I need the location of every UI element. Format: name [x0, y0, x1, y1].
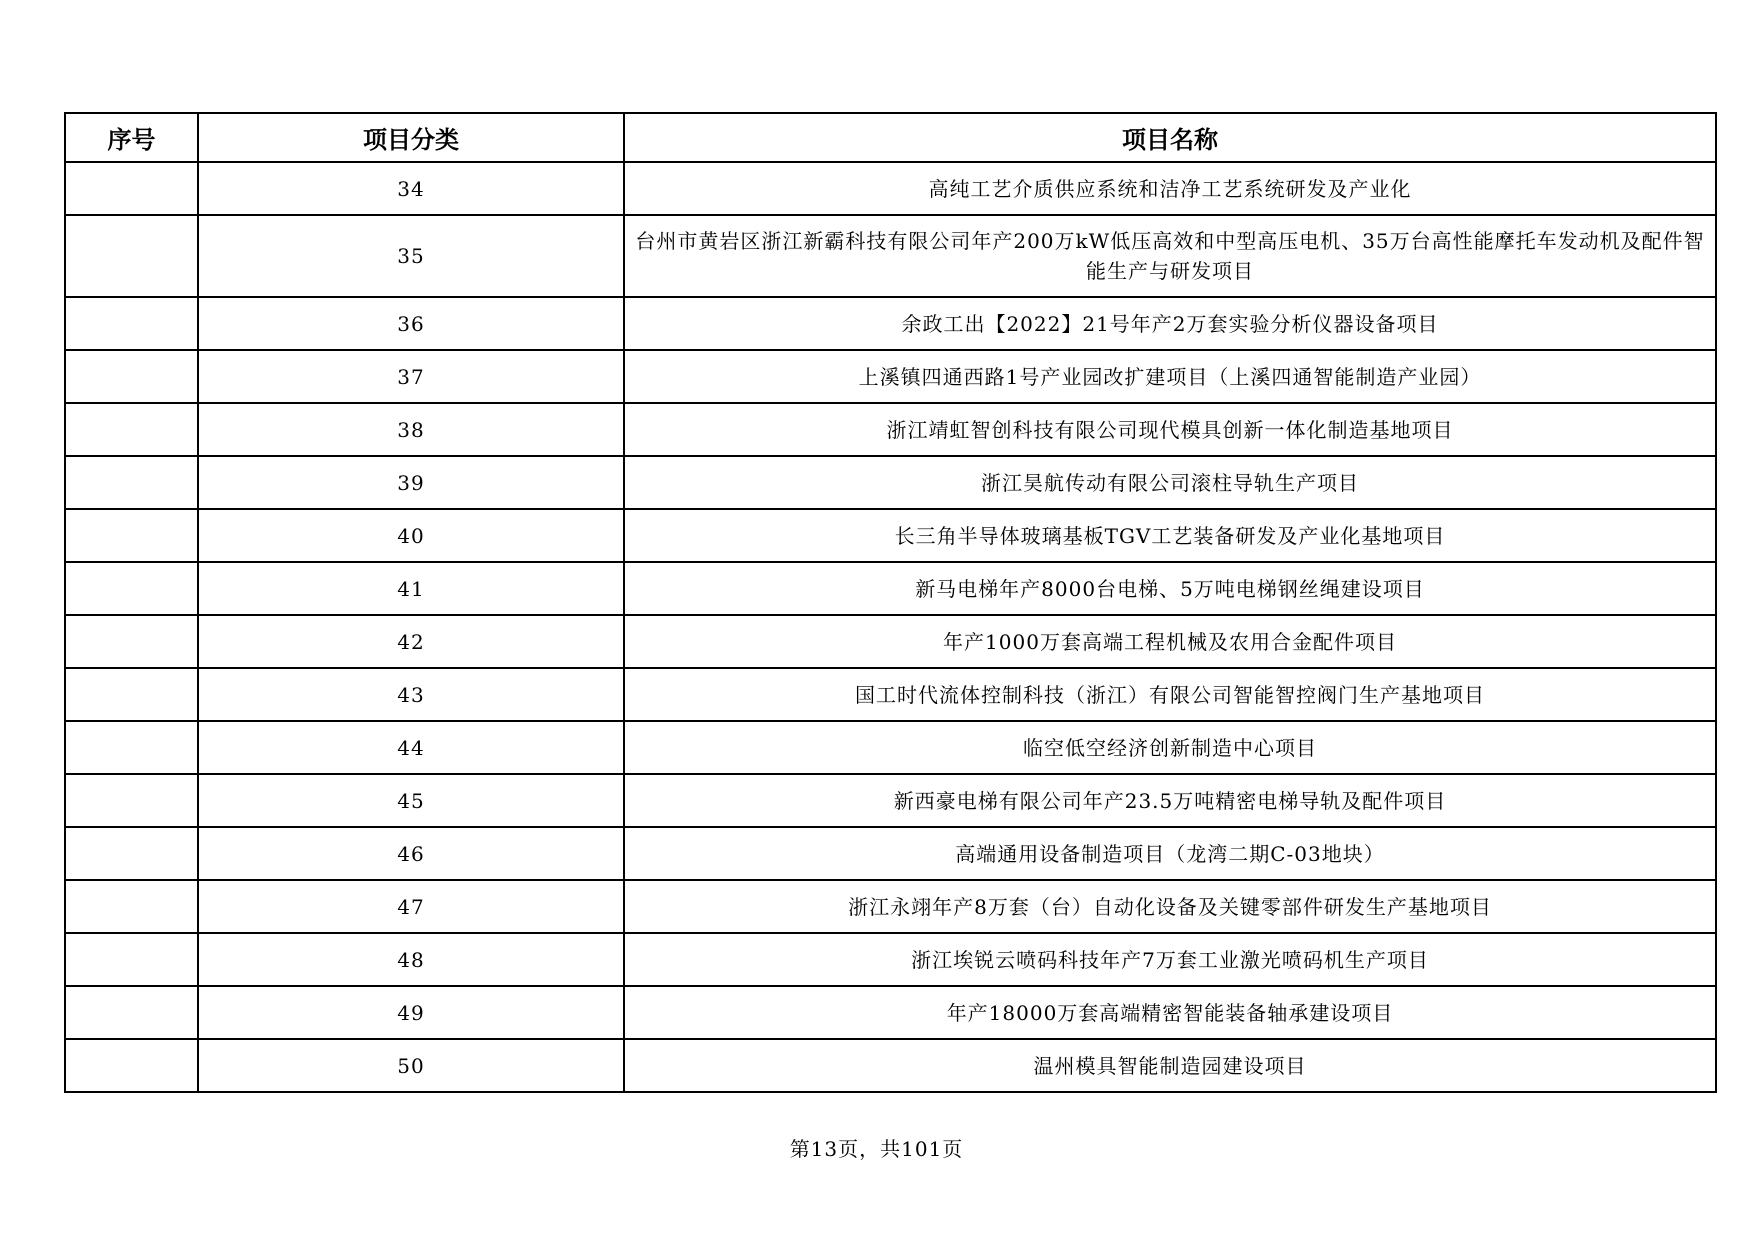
cell-name: 长三角半导体玻璃基板TGV工艺装备研发及产业化基地项目 [624, 509, 1716, 562]
cell-seq [65, 986, 198, 1039]
cell-name: 余政工出【2022】21号年产2万套实验分析仪器设备项目 [624, 297, 1716, 350]
cell-seq [65, 827, 198, 880]
cell-category: 35 [198, 215, 624, 297]
cell-name: 年产18000万套高端精密智能装备轴承建设项目 [624, 986, 1716, 1039]
cell-seq [65, 162, 198, 215]
cell-name: 高纯工艺介质供应系统和洁净工艺系统研发及产业化 [624, 162, 1716, 215]
header-category: 项目分类 [198, 113, 624, 162]
table-row [65, 721, 1716, 774]
cell-seq [65, 456, 198, 509]
table-row [65, 456, 1716, 509]
cell-category: 40 [198, 509, 624, 562]
cell-name: 温州模具智能制造园建设项目 [624, 1039, 1716, 1092]
cell-name: 新西豪电梯有限公司年产23.5万吨精密电梯导轨及配件项目 [624, 774, 1716, 827]
cell-category: 41 [198, 562, 624, 615]
table-header [65, 113, 1716, 162]
cell-name: 浙江昊航传动有限公司滚柱导轨生产项目 [624, 456, 1716, 509]
cell-seq [65, 509, 198, 562]
cell-category: 43 [198, 668, 624, 721]
cell-seq [65, 562, 198, 615]
header-row [65, 113, 1716, 162]
cell-name: 国工时代流体控制科技（浙江）有限公司智能智控阀门生产基地项目 [624, 668, 1716, 721]
cell-seq [65, 721, 198, 774]
cell-seq [65, 615, 198, 668]
cell-name: 浙江永翊年产8万套（台）自动化设备及关键零部件研发生产基地项目 [624, 880, 1716, 933]
cell-seq [65, 297, 198, 350]
table-row [65, 774, 1716, 827]
table-row [65, 1039, 1716, 1092]
cell-category: 50 [198, 1039, 624, 1092]
table-row [65, 562, 1716, 615]
table-row [65, 403, 1716, 456]
cell-category: 34 [198, 162, 624, 215]
cell-name: 新马电梯年产8000台电梯、5万吨电梯钢丝绳建设项目 [624, 562, 1716, 615]
document-page [64, 112, 1717, 1093]
cell-seq [65, 880, 198, 933]
page-number: 第13页，共101页 [789, 1137, 964, 1161]
cell-category: 37 [198, 350, 624, 403]
project-table [64, 112, 1717, 1093]
cell-seq [65, 774, 198, 827]
table-row [65, 162, 1716, 215]
cell-category: 42 [198, 615, 624, 668]
cell-category: 47 [198, 880, 624, 933]
table-row [65, 350, 1716, 403]
cell-name: 台州市黄岩区浙江新霸科技有限公司年产200万kW低压高效和中型高压电机、35万台高性能摩托车发动机及配件智能生产与研发项目 [624, 215, 1716, 297]
cell-seq [65, 403, 198, 456]
table-row [65, 668, 1716, 721]
cell-seq [65, 215, 198, 297]
table-row [65, 509, 1716, 562]
cell-name: 高端通用设备制造项目（龙湾二期C-03地块） [624, 827, 1716, 880]
table-row [65, 827, 1716, 880]
cell-seq [65, 933, 198, 986]
cell-category: 49 [198, 986, 624, 1039]
table-row [65, 615, 1716, 668]
cell-category: 44 [198, 721, 624, 774]
cell-name: 浙江靖虹智创科技有限公司现代模具创新一体化制造基地项目 [624, 403, 1716, 456]
table-row [65, 933, 1716, 986]
cell-category: 46 [198, 827, 624, 880]
cell-category: 36 [198, 297, 624, 350]
cell-name: 临空低空经济创新制造中心项目 [624, 721, 1716, 774]
cell-category: 39 [198, 456, 624, 509]
header-seq: 序号 [65, 113, 198, 162]
header-name: 项目名称 [624, 113, 1716, 162]
cell-seq [65, 1039, 198, 1092]
table-row [65, 297, 1716, 350]
cell-category: 38 [198, 403, 624, 456]
table-body [65, 162, 1716, 1092]
table-row [65, 880, 1716, 933]
cell-name: 年产1000万套高端工程机械及农用合金配件项目 [624, 615, 1716, 668]
cell-seq [65, 350, 198, 403]
table-row [65, 986, 1716, 1039]
table-row [65, 215, 1716, 297]
cell-name: 浙江埃锐云喷码科技年产7万套工业激光喷码机生产项目 [624, 933, 1716, 986]
cell-category: 45 [198, 774, 624, 827]
cell-name: 上溪镇四通西路1号产业园改扩建项目（上溪四通智能制造产业园） [624, 350, 1716, 403]
cell-category: 48 [198, 933, 624, 986]
cell-seq [65, 668, 198, 721]
